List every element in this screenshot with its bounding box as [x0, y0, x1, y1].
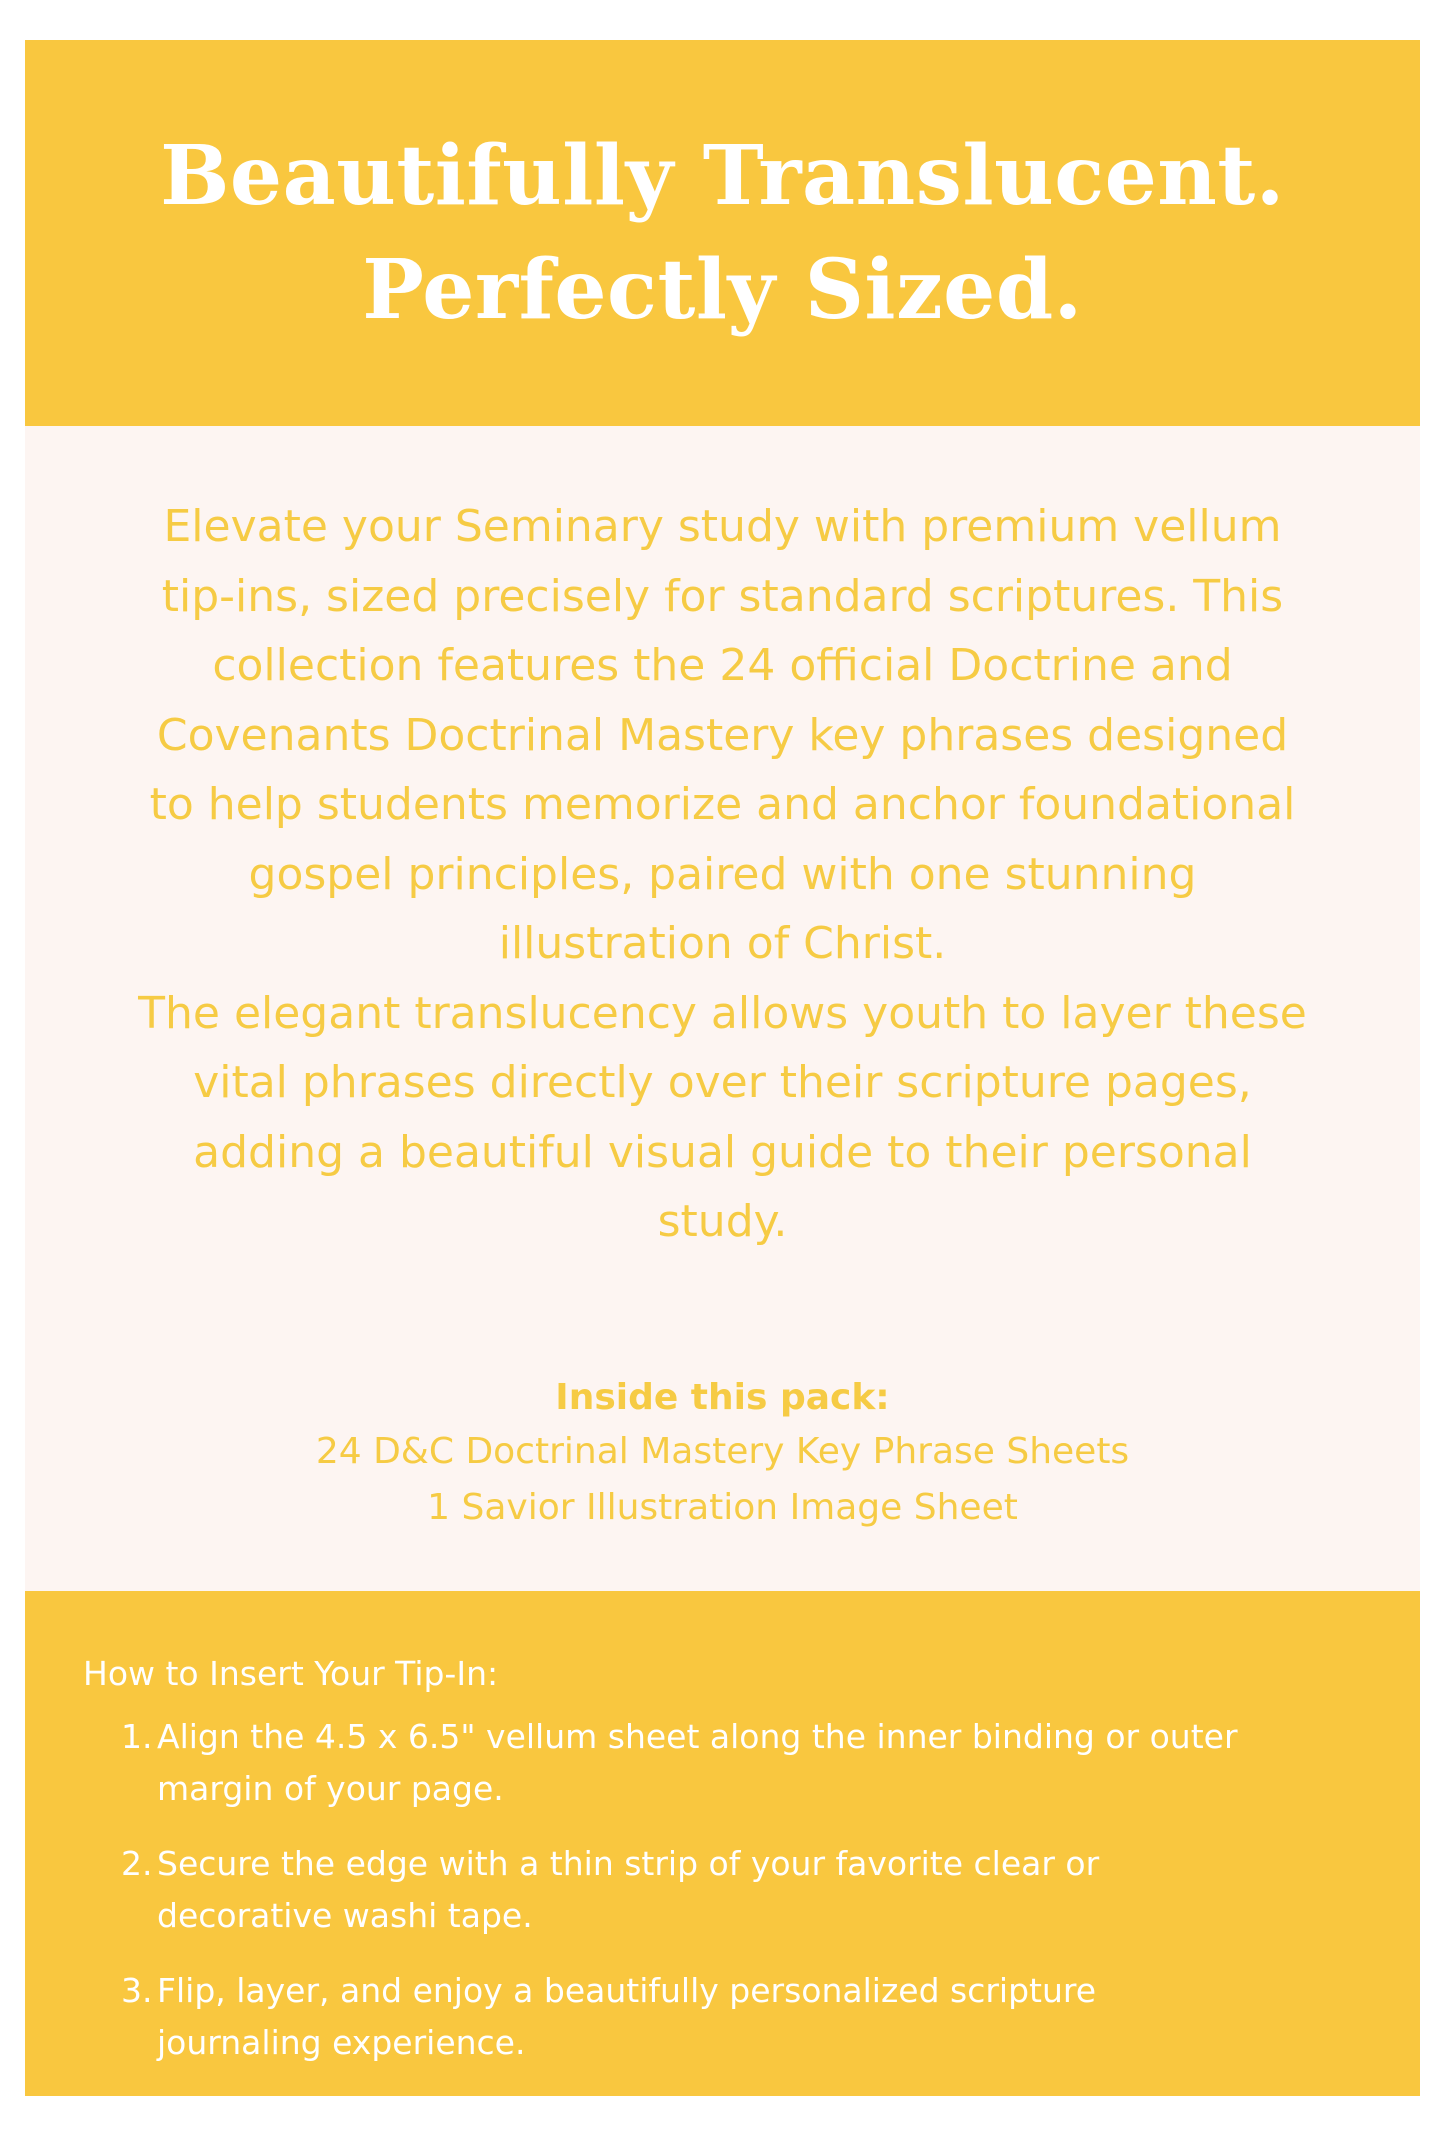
header-banner	[25, 40, 1420, 426]
headline-line-2: Perfectly Sized.	[362, 242, 1083, 338]
description-paragraph-1: Elevate your Seminary study with premium vellum tip-ins, sized precisely for standard scriptures. This collection features the 24 official Doctrine and Covenants Doctrinal Mastery key phrases designed to help students memorize and anchor foundational gospel principles, paired with one stunning illustration of Christ.	[149, 501, 1296, 969]
description	[135, 492, 1310, 1257]
instructions-list	[121, 1711, 1241, 2092]
instruction-step	[121, 1711, 1241, 1815]
pack-contents	[85, 1372, 1360, 1536]
instructions-title: How to Insert Your Tip-In:	[83, 1654, 499, 1693]
pack-item: 24 D&C Doctrinal Mastery Key Phrase Sheets	[315, 1431, 1130, 1472]
pack-title: Inside this pack:	[555, 1377, 890, 1418]
step-number: 2.	[121, 1844, 153, 1883]
instructions-panel	[25, 1591, 1420, 2096]
instruction-step	[121, 1838, 1241, 1942]
headline	[160, 119, 1285, 347]
description-panel	[25, 426, 1420, 1591]
step-number: 1.	[121, 1717, 153, 1756]
step-text: Align the 4.5 x 6.5" vellum sheet along the inner binding or outer margin of your page.	[157, 1717, 1238, 1808]
step-number: 3.	[121, 1971, 153, 2010]
step-text: Flip, layer, and enjoy a beautifully personalized scripture journaling experience.	[157, 1971, 1097, 2062]
headline-line-1: Beautifully Translucent.	[160, 128, 1285, 224]
instruction-step	[121, 1965, 1241, 2069]
description-paragraph-2: The elegant translucency allows youth to layer these vital phrases directly over their scripture pages, adding a beautiful visual guide to their personal study.	[138, 987, 1307, 1247]
step-text: Secure the edge with a thin strip of your favorite clear or decorative washi tape.	[157, 1844, 1100, 1935]
pack-item: 1 Savior Illustration Image Sheet	[427, 1487, 1018, 1528]
